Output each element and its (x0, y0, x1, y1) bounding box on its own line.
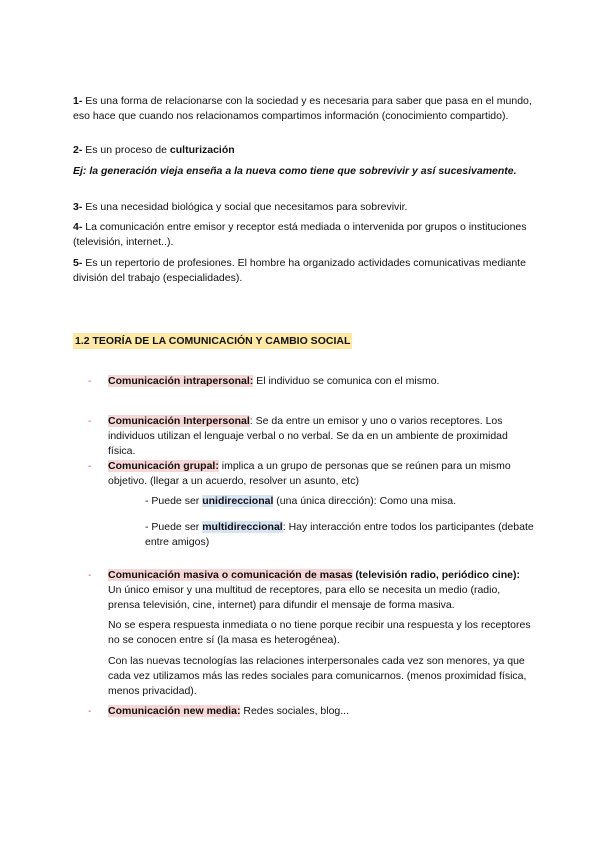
masas-paragraph-1: No se espera respuesta inmediata o no tiene porque recibir una respuesta y los receptores no se conocen entre sí (la masa es heterogénea). (108, 619, 531, 646)
sub-multidireccional: - Puede ser multidireccional: Hay interacción entre todos los participantes (debate entre amigos) (145, 521, 534, 548)
bullet-new-media: - Comunicación new media: Redes sociales, blog... (88, 705, 350, 717)
bullet-grupal: - Comunicación grupal: implica a un grupo de personas que se reúnen para un mismo objetivo. (llegar a un acuerdo, resolver un asunto, etc) (88, 460, 511, 487)
item-3: 3- Es una necesidad biológica y social que necesitamos para sobrevivir. (73, 201, 408, 213)
masas-paragraph-2: Con las nuevas tecnologías las relaciones interpersonales cada vez son menores, ya que cada vez utilizamos más las redes sociales para comunicarnos. (menos proximidad física, menos privacidad). (108, 655, 527, 697)
example: Ej: la generación vieja enseña a la nueva como tiene que sobrevivir y así sucesivamente. (73, 165, 517, 177)
section-heading: 1.2 TEORÍA DE LA COMUNICACIÓN Y CAMBIO SOCIAL (75, 335, 351, 347)
item-5: 5- Es un repertorio de profesiones. El hombre ha organizado actividades comunicativas mediante división del trabajo (especialidades). (73, 257, 526, 284)
item-4: 4- La comunicación entre emisor y receptor está mediada o intervenida por grupos o instituciones (televisión, internet..). (73, 221, 527, 248)
sub-unidireccional: - Puede ser unidireccional (una única dirección): Como una misa. (145, 495, 457, 507)
bullet-masas: - Comunicación masiva o comunicación de masas (televisión radio, periódico cine): Un único emisor y una multitud de receptores, para ello se necesita un medio (radio, prensa televisión, cine, internet) para difundir el mensaje de forma masiva. (88, 569, 520, 611)
bullet-interpersonal: - Comunicación Interpersonal: Se da entre un emisor y uno o varios receptores. Los individuos utilizan el lenguaje verbal o no verbal. Se da en un ambiente de proximidad física. (88, 415, 508, 457)
item-1: 1- Es una forma de relacionarse con la sociedad y es necesaria para saber que pasa en el mundo, eso hace que cuando nos relacionamos compartimos información (conocimiento compartido). (73, 95, 532, 122)
bullet-intrapersonal: - Comunicación intrapersonal: El individuo se comunica con el mismo. (88, 375, 440, 387)
item-2: 2- Es un proceso de culturización (73, 144, 235, 156)
